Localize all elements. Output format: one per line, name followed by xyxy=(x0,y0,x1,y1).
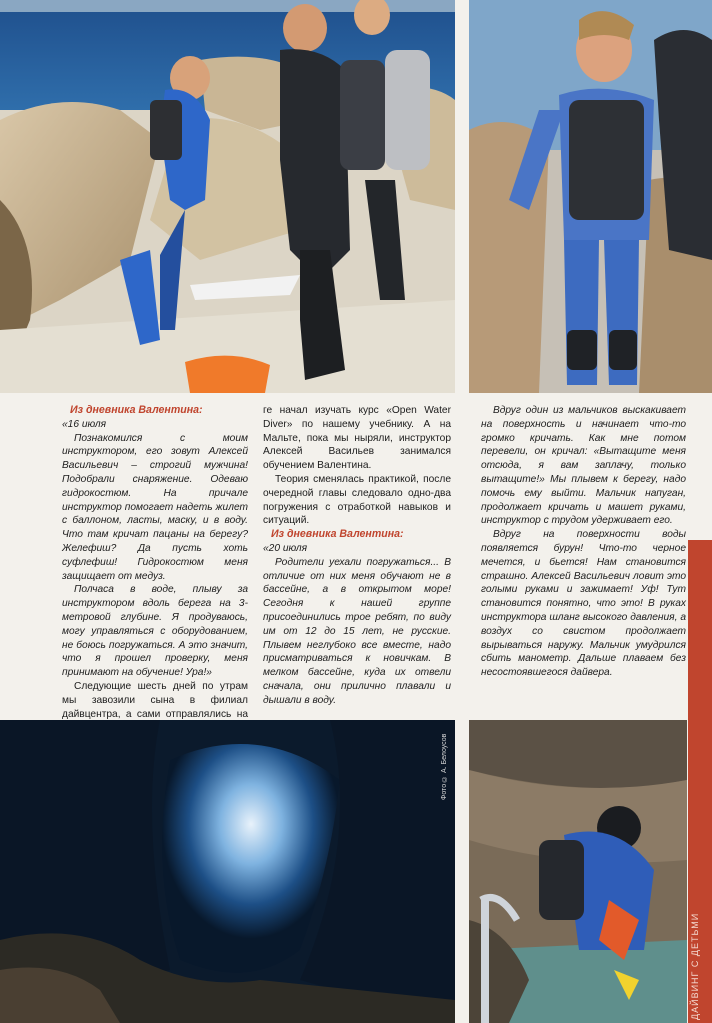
paragraph: Родители уехали погружаться... В отличие от них меня обучают не в бассейне, а в открытом море! Сегодня к нашей группе присоединились трое ребят, по виду им от 12 до 15 лет, не русские. Плывем неглубоко все вместе, надо присматриваться к новичкам. В мелком бассейне, куда их отвели сначала, они прилично плавали и дышали в воду. xyxy=(263,556,451,706)
photo-divers-on-shore xyxy=(0,0,455,393)
paragraph: Полчаса в воде, плыву за инструктором вдоль берега на 3-метровой глубине. Я продуваюсь, могу управляться с оборудованием, не боюсь погружаться. А это значит, что я прошел проверку, меня принимают на обучение! Ура!» xyxy=(62,584,248,679)
paragraph: Вдруг один из мальчиков выскакивает на поверхность и начинает что-то громко кричать. Как мне потом перевели, он кричал: «Вытащите меня отсюда, я вам заплачу, только вытащите!» Мы плывем к берегу, надо помочь ему выйти. Мальчик напуган, продолжает кричать и машет руками, инструктор с трудом удерживает его. xyxy=(481,405,686,527)
photo-diver-entering-water xyxy=(469,720,687,1023)
photo-boy-in-wetsuit xyxy=(469,0,712,393)
article-column-2 xyxy=(263,404,451,716)
diary-heading: Из дневника Валентина: xyxy=(70,404,203,416)
diary-date: «20 июля xyxy=(263,542,308,554)
diary-heading: Из дневника Валентина: xyxy=(271,528,404,541)
diary-date: «16 июля xyxy=(62,418,107,430)
photo-credit: Фото © А. Белоусов xyxy=(441,733,448,800)
paragraph: Познакомился с моим инструктором, его зовут Алексей Васильевич – строгий мужчина! Подобрали снаряжение. Одеваю гидрокостюм. На причале инструктор помогает надеть жилет с баллоном, ласты, маску, и в воду. Что там кричат пацаны на берегу? Желефиш? Да пусть хоть суфлефиш! Гидрокостюм меня защищает от медуз. xyxy=(62,432,248,582)
paragraph: Следующие шесть дней по утрам мы завозили сына в филиал дайвцентра, а сами отправлялись на xyxy=(62,680,248,720)
article-column-1 xyxy=(62,404,248,720)
edge-section-label: ДАЙВИНГ С ДЕТЬМИ xyxy=(690,912,700,1020)
paragraph: ге начал изучать курс «Open Water Diver» по нашему учебнику. А на Мальте, пока мы ныряли, инструктор Алексей Васильев занимался обучением Валентина. xyxy=(263,405,451,472)
article-column-3 xyxy=(481,404,686,716)
paragraph: Теория сменялась практикой, после очередной главы следовало одно-два погружения с отработкой навыков и ситуаций. xyxy=(263,473,451,527)
paragraph: Вдруг на поверхности воды появляется бурун! Что-то черное мечется, и бьется! Нам становится страшно. Алексей Васильевич ловит это голыми руками и зажимает! Уф! Тут становится понятно, что это! В руках инструктора шланг высокого давления, а воздух со свистом продолжает вырываться наружу. Мальчик умудрился сбить манометр. Дальше плаваем без несостоявшегося дайвера. xyxy=(481,529,686,679)
photo-underwater-cave xyxy=(0,720,455,1023)
